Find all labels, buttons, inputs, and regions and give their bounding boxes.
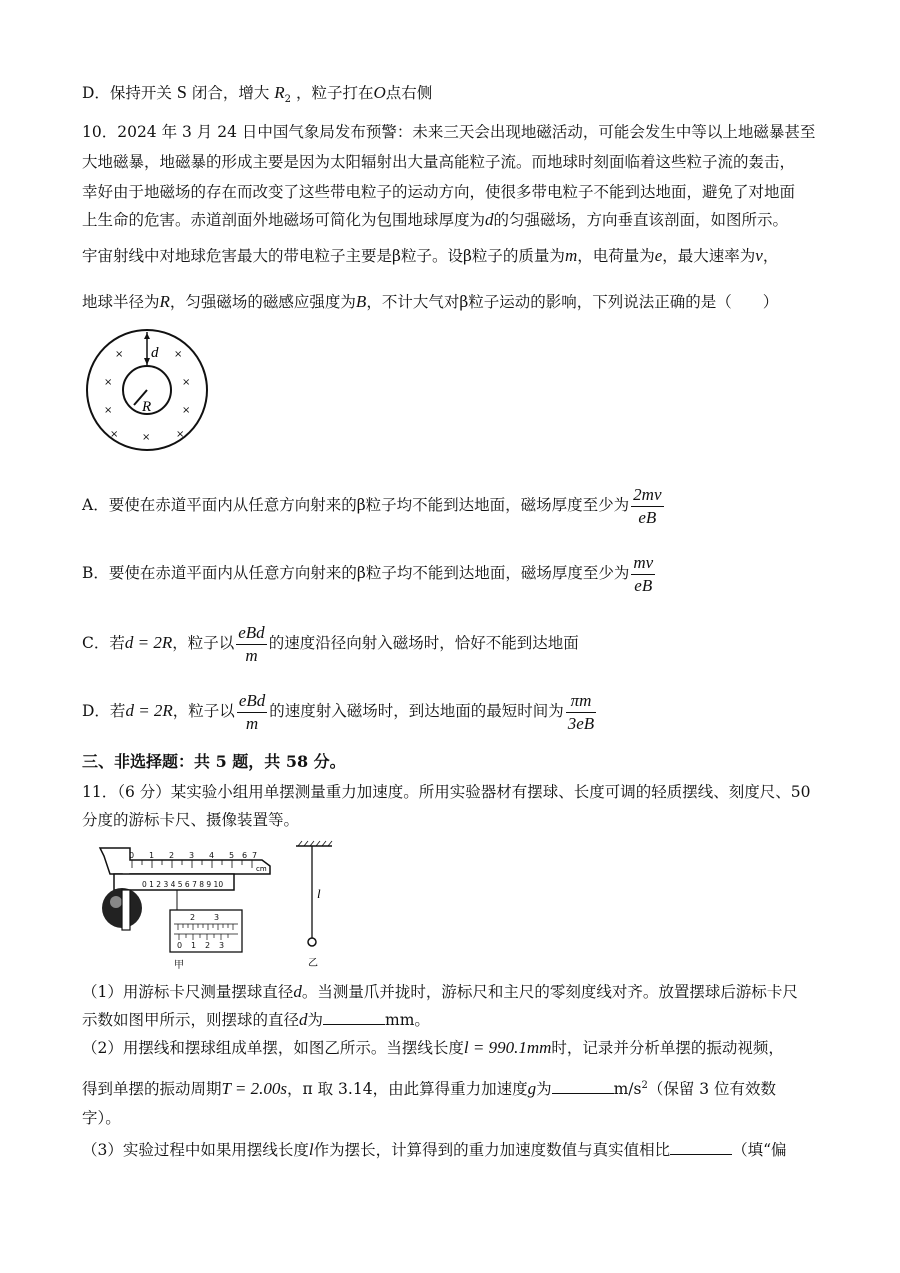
q11-part2-line3: 字）。 [82,1109,121,1127]
svg-text:3: 3 [214,913,220,922]
answer-blank-compare[interactable] [670,1140,732,1155]
q10-line4b: 的匀强磁场，方向垂直该剖面，如图所示。 [493,211,789,229]
p2-text-2: 时，记录并分析单摆的振动视频， [551,1039,784,1057]
p2-text-4: ，π 取 3.14，由此算得重力加速度 [287,1080,528,1099]
answer-blank-diameter[interactable] [323,1010,385,1025]
svg-text:×: × [176,429,185,440]
q11-part3-line1 [82,1140,787,1160]
optC-den: m [245,645,258,665]
svg-text:1: 1 [191,941,197,950]
q10-option-a [82,482,666,529]
q10-line-4 [82,210,788,230]
caliper-lower-jaw [122,890,130,930]
vernier-numbers [142,880,223,889]
optA-num: 2mv [631,484,663,507]
q10-line-1: 10．2024 年 3 月 24 日中国气象局发布预警：未来三天会出现地磁活动，可能会发生中等以上地磁暴甚至 [82,123,816,141]
q11-line-1: 11．（6 分）某实验小组用单摆测量重力加速度。所用实验器材有摆球、长度可调的轻质摆线、刻度尺、50 [82,783,811,801]
p2-text-5: 为 [536,1080,552,1099]
q9d-r: R [274,83,285,102]
main-scale-numbers [129,851,257,860]
p2-g: g [527,1079,537,1099]
pendulum-bob [308,938,316,946]
fig-jia-label: 甲 [174,960,184,970]
pendulum-figure [290,838,340,970]
p2-text-6: （保留 3 位有效数 [647,1080,777,1099]
ball-highlight [110,896,122,908]
q11-part2-line1 [82,1038,784,1058]
q9d-s: S [176,82,187,102]
p3-text-1: （3）实验过程中如果用摆线长度 [82,1141,309,1159]
optD-tnum: πm [566,690,596,713]
q10-m: m [564,246,578,265]
p1-d2: d [299,1010,308,1029]
optC-text-3: 的速度沿径向射入磁场时，恰好不能到达地面 [268,634,579,652]
q10-line5d: ， [762,247,779,265]
q11-part1-line2 [82,1010,430,1030]
svg-text:×: × [182,377,191,388]
p1-text-1: （1）用游标卡尺测量摆球直径 [82,983,294,1001]
optD-eq: d = 2R [125,701,173,720]
q10-option-c [82,620,579,667]
q10-B: B [355,292,367,311]
q9d-text-3: ，粒子打在 [295,84,374,102]
optD-tden: 3eB [567,713,595,733]
optB-fraction [631,552,655,597]
optA-text: A．要使在赤道平面内从任意方向射来的β粒子均不能到达地面，磁场厚度至少为 [82,496,630,514]
svg-text:3: 3 [219,941,225,950]
cm-label: cm [256,865,267,873]
q10-v: v [755,246,763,265]
p2-text-1: （2）用摆线和摆球组成单摆，如图乙所示。当摆线长度 [82,1039,464,1057]
optD-time-fraction [566,690,596,735]
q10-line6c: ，不计大气对β粒子运动的影响，下列说法正确的是（ ） [366,293,779,311]
q10-line-6 [82,292,778,312]
svg-text:×: × [110,429,119,440]
q10-line5c: ，最大速率为 [662,247,756,265]
optC-num: eBd [236,622,266,645]
svg-text:×: × [174,349,183,360]
p3-text-3: （填“偏 [732,1141,787,1159]
svg-text:1: 1 [149,851,155,860]
q9d-text-4: 点右侧 [385,84,433,102]
q9d-r-sub: 2 [284,94,292,106]
optD-text-2: ，粒子以 [172,702,235,720]
p1-text-4: 为 [307,1011,324,1029]
optD-num: eBd [237,690,267,713]
q10-e: e [654,246,663,265]
q9d-text-2: 闭合，增大 [191,84,270,102]
svg-text:0 1 2 3 4 5 6 7 8 9 10: 0 1 2 3 4 5 6 7 8 9 10 [142,880,224,889]
q11-line-2: 分度的游标卡尺、摄像装置等。 [82,811,300,829]
svg-text:4: 4 [209,851,215,860]
optB-text: B．要使在赤道平面内从任意方向射来的β粒子均不能到达地面，磁场厚度至少为 [82,564,630,582]
fig-R-label: R [142,399,152,415]
optA-den: eB [638,507,657,527]
svg-text:2: 2 [205,941,211,950]
answer-blank-gravity[interactable] [552,1079,614,1094]
optD-text-1: D．若 [82,702,126,720]
q10-line4a: 上生命的危害。赤道剖面外地磁场可简化为包围地球厚度为 [82,211,486,229]
optC-fraction [236,622,266,667]
svg-text:×: × [142,432,151,443]
q11-part2-line2 [82,1076,776,1099]
q9-option-d [82,82,432,110]
optC-eq: d = 2R [124,633,173,652]
svg-text:×: × [104,377,113,388]
svg-text:0: 0 [177,941,183,950]
svg-text:×: × [115,349,124,360]
p1-unit: mm。 [385,1011,430,1029]
svg-text:7: 7 [252,851,258,860]
q10-option-b [82,550,657,597]
fig-l-label: l [317,886,321,901]
svg-text:×: × [104,405,113,416]
optD-fraction [237,690,267,735]
q10-line5b: ，电荷量为 [577,247,655,265]
p1-d: d [293,982,302,1001]
svg-text:2: 2 [169,851,175,860]
fig-yi-label: 乙 [308,958,318,969]
fig-d-label: d [151,345,159,361]
magnetic-field-diagram [82,327,212,453]
q9d-text-1: D．保持开关 [82,84,172,102]
svg-text:×: × [182,405,191,416]
svg-text:5: 5 [229,851,235,860]
q11-part1-line1 [82,982,798,1002]
d-arrow-head-top [144,333,150,339]
p2-text-3: 得到单摆的振动周期 [82,1080,222,1099]
svg-text:0: 0 [129,851,135,860]
svg-text:2: 2 [190,913,196,922]
q10-line-3: 幸好由于地磁场的存在而改变了这些带电粒子的运动方向，使很多带电粒子不能到达地面，避免了对地面 [82,183,796,201]
vernier-caliper-figure [82,838,282,970]
q10-line-5 [82,246,778,266]
p1-text-3: 示数如图甲所示，则摆球的直径 [82,1011,300,1029]
svg-text:6: 6 [242,851,248,860]
q10-R: R [159,292,170,311]
p3-l: l [308,1140,314,1159]
optC-text-1: C．若 [82,634,125,652]
optD-den: m [245,713,259,733]
q10-option-d [82,688,598,735]
svg-text:3: 3 [189,851,195,860]
optB-den: eB [634,575,653,595]
q10-line5a: 宇宙射线中对地球危害最大的带电粒子主要是β粒子。设β粒子的质量为 [82,247,565,265]
optC-text-2: ，粒子以 [172,634,235,652]
q10-d: d [485,210,494,229]
optA-fraction [631,484,663,529]
p2-l: l = 990.1mm [463,1038,552,1057]
q10-line6a: 地球半径为 [82,293,160,311]
p2-T: T = 2.00s [221,1079,288,1099]
p2-unit: m/s [613,1080,642,1099]
q9d-o: O [373,83,386,102]
optB-num: mv [631,552,655,575]
p1-text-2: 。当测量爪并拢时，游标尺和主尺的零刻度线对齐。放置摆球后游标卡尺 [301,983,798,1001]
q10-line6b: ，匀强磁场的磁感应强度为 [169,293,356,311]
p3-text-2: 作为摆长，计算得到的重力加速度数值与真实值相比 [313,1141,671,1159]
d-arrow-head-bottom [144,358,150,365]
section-3-heading: 三、非选择题：共 5 题，共 58 分。 [82,752,346,771]
p2-unit-sup: 2 [641,1080,648,1091]
optD-text-3: 的速度射入磁场时，到达地面的最短时间为 [269,702,564,720]
q10-line-2: 大地磁暴，地磁暴的形成主要是因为太阳辐射出大量高能粒子流。而地球时刻面临着这些粒子流的轰击， [82,153,796,171]
